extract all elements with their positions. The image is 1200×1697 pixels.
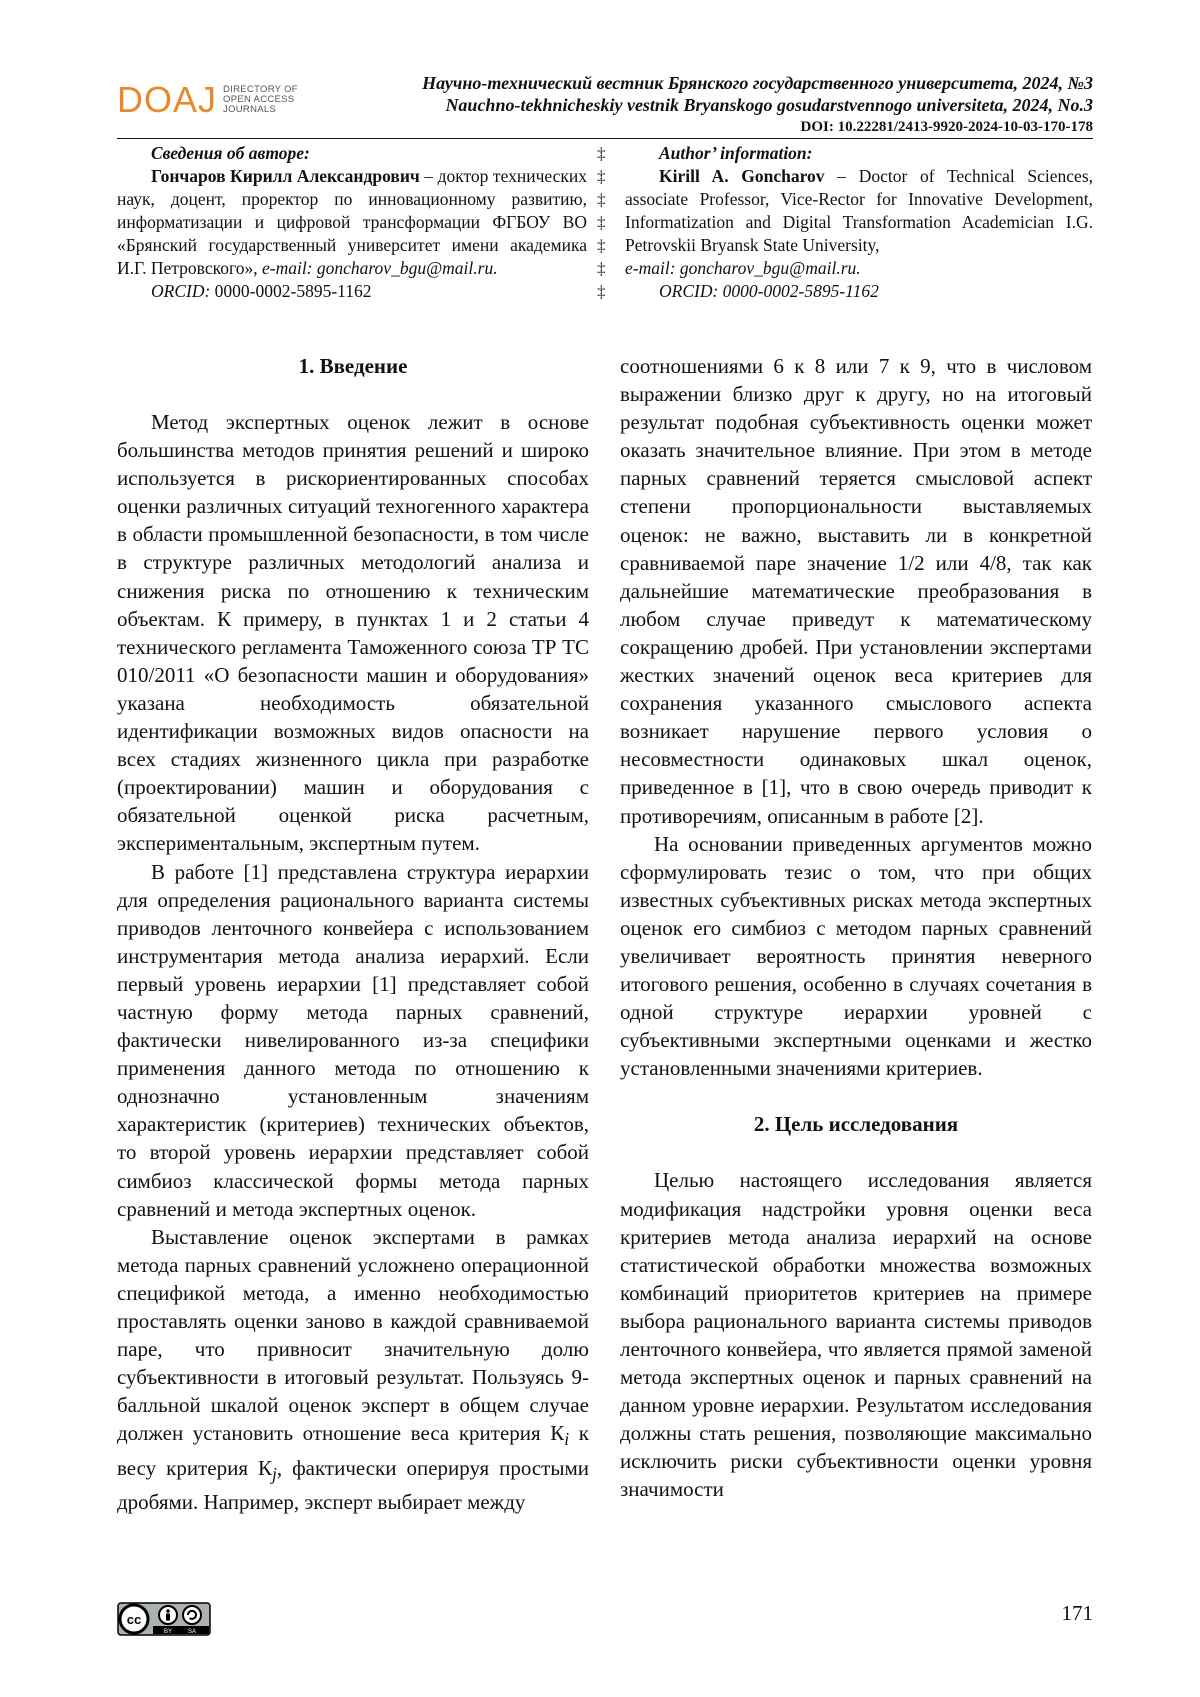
paragraph: В работе [1] представлена структура иерархии для определения рационального варианта системы приводов ленточного конвейера с использованием инструментария метода анализа иерархий. Если первый уровень иерархии [1] представляет собой частную форму метода парных сравнений, фактически нивелированного из-за специфики применения данного метода по отношению к однозначно установленным значениям характеристик (критериев) технических объектов, то второй уровень иерархии представляет собой симбиоз классической формы метода парных сравнений и метода экспертных оценок. <box>117 859 589 1221</box>
doaj-logo-subtitle <box>223 85 298 115</box>
author-orcid-en[interactable]: ORCID: 0000-0002-5895-1162 <box>659 281 879 301</box>
paragraph: Целью настоящего исследования является модификация надстройки уровня оценки веса критериев метода анализа иерархий на основе статистической обработки множества возможных комбинаций приоритетов критериев на примере выбора рационального варианта системы приводов ленточного конвейера, что является прямой заменой метода экспертных оценок и парных сравнений на данном уровне иерархии. Результатом исследования должны стать решения, позволяющие максимально исключить риски субъективности оценки уровня значимости <box>620 1168 1092 1502</box>
author-email-ru[interactable]: e-mail: goncharov_bgu@mail.ru. <box>261 258 498 278</box>
doaj-sub-line: JOURNALS <box>223 104 277 115</box>
header-divider <box>117 138 1093 139</box>
text-span: Выставление оценок экспертами в рамках метода парных сравнений усложнено операционной спецификой метода, а именно необходимостью проставлять оценки заново в каждой сравниваемой паре, что привносит значительную долю субъективности в итоговый результат. Пользуясь 9-балльной шкалой оценок эксперт в общем случае должен установить отношение веса критерия К <box>117 1224 589 1446</box>
journal-title <box>422 72 1093 116</box>
author-info-ru <box>117 142 587 303</box>
author-heading-en: Author’ information: <box>659 143 813 163</box>
doi-link[interactable]: DOI: 10.22281/2413-9920-2024-10-03-170-178 <box>800 119 1093 135</box>
section-title-intro: 1. Введение <box>298 354 408 378</box>
author-text-ru: – доктор технических наук, доцент, проректор по инновационному развитию, информатизации и цифровой трансформации ФГБОУ ВО «Брянский государственный университет имени академика И.Г. Петровского», <box>117 166 587 278</box>
left-column <box>117 352 589 1516</box>
right-column <box>620 352 1092 1504</box>
author-heading-ru: Сведения об авторе: <box>151 143 310 163</box>
cc-by-sa-icon[interactable] <box>117 1602 211 1636</box>
author-bio-ru <box>117 165 587 280</box>
cc-sa-label: SA <box>187 1629 197 1635</box>
doaj-logo-mark: DOAJ <box>117 79 218 120</box>
text-span: , фактически оперируя простыми дробями. Например, эксперт выбирает между <box>117 1455 589 1514</box>
author-info-en <box>625 142 1093 303</box>
author-name-en: Kirill A. Goncharov <box>659 166 825 186</box>
subscript: i <box>564 1429 570 1450</box>
paragraph: соотношениями 6 к 8 или 7 к 9, что в числовом выражении близко друг к другу, но на итоговый результат подобная субъективность оценки может оказать значительное влияние. При этом в методе парных сравнений теряется смысловой аспект степени пропорциональности выставляемых оценок: не важно, выставить ли в конкретной сравниваемой паре значение 1/2 или 4/8, так как дальнейшие математические преобразования в любом случае приведут к математическому сокращению дробей. При установлении экспертами жестких значений оценок веса критериев для сохранения указанного смыслового аспекта возникает нарушение первого условия о несовместности одинаковых шкал оценок, приведенное в [1], что в свою очередь приводит к противоречиям, описанным в работе [2]. <box>620 354 1092 828</box>
svg-text:cc: cc <box>126 1612 142 1627</box>
page-number: 171 <box>1061 1601 1093 1625</box>
author-text-en: – Doctor of Technical Sciences, associate Professor, Vice-Rector for Innovative Development, Informatization and Digital Transformation Academician I.G. Petrovskii Bryansk State University, <box>625 166 1094 255</box>
text-span: к весу критерия К <box>117 1421 589 1480</box>
author-orcid-ru <box>117 280 587 303</box>
section-title-goal: 2. Цель исследования <box>753 1112 959 1137</box>
paragraph <box>117 1223 589 1516</box>
journal-title-en: Nauchno-tekhnicheskiy vestnik Bryanskogo gosudarstvennogo universiteta, 2024, No.3 <box>445 95 1093 115</box>
orcid-label-ru: ORCID: <box>151 281 211 301</box>
spacer <box>620 1082 1092 1110</box>
author-name-ru: Гончаров Кирилл Александрович <box>151 166 420 186</box>
doaj-sub-line: DIRECTORY OF <box>223 84 298 95</box>
doaj-sub-line: OPEN ACCESS <box>223 94 295 105</box>
journal-title-ru: Научно-технический вестник Брянского государственного университета, 2024, №3 <box>422 73 1093 93</box>
cc-by-label: BY <box>163 1629 173 1635</box>
doaj-logo <box>117 79 298 120</box>
subscript: j <box>271 1463 277 1484</box>
paragraph: Метод экспертных оценок лежит в основе большинства методов принятия решений и широко используется в рискориентированных способах оценки различных ситуаций техногенного характера в области промышленной безопасности, в том числе в структуре различных методологий анализа и снижения риска по отношению к техническим объектам. К примеру, в пунктах 1 и 2 статьи 4 технического регламента Таможенного союза ТР ТС 010/2011 «О безопасности машин и оборудования» указана необходимость обязательной идентификации возможных видов опасности на всех стадиях жизненного цикла при разработке (проектировании) машин и оборудования с обязательной оценкой риска расчетным, экспериментальным, экспертным путем. <box>117 410 589 856</box>
orcid-value-ru[interactable]: 0000-0002-5895-1162 <box>210 281 372 301</box>
author-bio-en <box>625 165 1093 257</box>
author-email-en[interactable]: e-mail: goncharov_bgu@mail.ru. <box>625 258 861 278</box>
paragraph: На основании приведенных аргументов можно сформулировать тезис о том, что при общих известных субъективных рисках метода экспертных оценок его симбиоз с методом парных сравнений увеличивает вероятность принятия неверного итогового решения, особенно в случаях сочетания в одной структуре иерархии уровней с субъективными экспертными оценками и жестко установленными значениями критериев. <box>620 831 1092 1081</box>
column-separator: ‡ ‡ ‡ ‡ ‡ ‡ ‡ <box>597 144 606 301</box>
